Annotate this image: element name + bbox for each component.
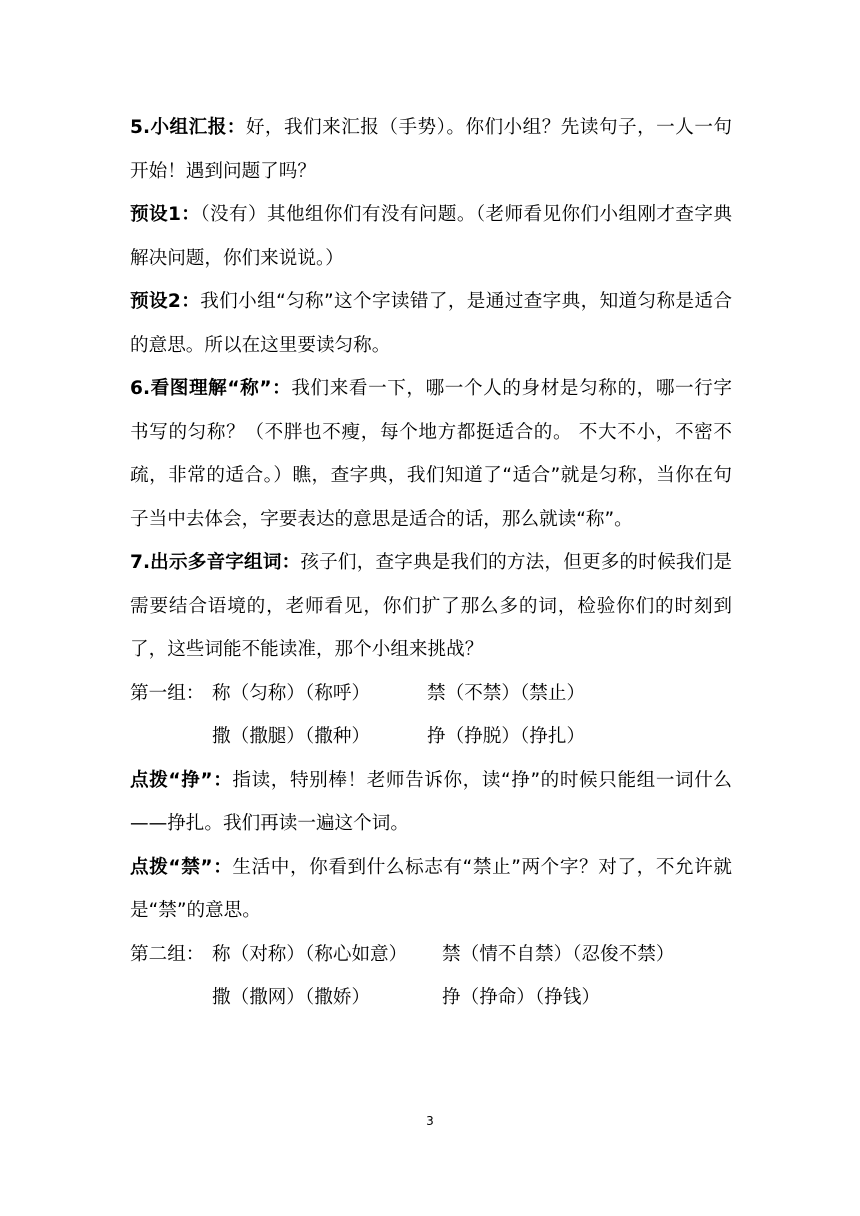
group-1-word-sa: 撒（撒腿）（撒种）	[212, 726, 371, 747]
group-2-word-jin: 禁（情不自禁）（忍俊不禁）	[442, 943, 675, 965]
group-2-word-sa: 撒（撒网）（撒娇）	[212, 987, 371, 1008]
tip-heading: 点拨“挣”：	[130, 769, 233, 791]
paragraph-heading: 6.看图理解“称”：	[130, 378, 292, 399]
paragraph-heading: 预设2：	[130, 291, 201, 312]
tip-text: 生活中，你看到什么标志有“禁止”两个字？对了，不允许就是“禁”的意思。	[130, 856, 732, 921]
paragraph-text: 我们来看一下，哪一个人的身材是匀称的，哪一行字书写的匀称？（不胖也不瘦，每个地方都挺适合的。 不大不小，不密不疏，非常的适合。）瞧，查字典，我们知道了“适合”就是匀称，当你在句子当中去体会，字要表达的意思是适合的话，那么就读“称”。	[130, 378, 732, 530]
group-1-label: 第一组：	[130, 682, 205, 704]
group-2-word-cheng: 称（对称）（称心如意）	[212, 943, 408, 965]
paragraph-text: （没有）其他组你们有没有问题。（老师看见你们小组刚才查字典解决问题，你们来说说。）	[130, 204, 732, 269]
paragraph-picture-understanding	[130, 367, 732, 541]
paragraph-group-report	[130, 106, 732, 193]
page-number: 3	[426, 1114, 434, 1128]
paragraph-polyphone-words	[130, 541, 732, 672]
group-1-indent	[130, 715, 212, 759]
paragraph-preset-1	[130, 193, 732, 280]
group-1-word-zheng: 挣（挣脱）（挣扎）	[427, 726, 586, 747]
tip-jin	[130, 846, 732, 933]
paragraph-text: 好，我们来汇报（手势）。你们小组？先读句子，一人一句开始！遇到问题了吗？	[130, 117, 732, 182]
group-1-word-cheng: 称（匀称）（称呼）	[212, 682, 371, 704]
paragraph-heading: 5.小组汇报：	[130, 117, 246, 138]
tip-zheng	[130, 759, 732, 846]
tip-text: 指读，特别棒！老师告诉你，读“挣”的时候只能组一词什么——挣扎。我们再读一遍这个词。	[130, 769, 732, 834]
group-2-row-1	[130, 933, 732, 977]
group-2-label: 第二组：	[130, 943, 205, 965]
group-1-row-1	[130, 672, 732, 716]
tip-heading: 点拨“禁”：	[130, 856, 233, 878]
paragraph-heading: 7.出示多音字组词：	[130, 552, 301, 573]
paragraph-text: 我们小组“匀称”这个字读错了，是通过查字典，知道匀称是适合的意思。所以在这里要读匀称。	[130, 291, 732, 356]
paragraph-heading: 预设1：	[130, 204, 201, 225]
group-2-word-zheng: 挣（挣命）（挣钱）	[442, 987, 601, 1008]
group-1-row-2	[130, 715, 732, 759]
paragraph-text: 孩子们，查字典是我们的方法，但更多的时候我们是需要结合语境的，老师看见，你们扩了那么多的词，检验你们的时刻到了，这些词能不能读准，那个小组来挑战？	[130, 552, 732, 660]
group-1-word-jin: 禁（不禁）（禁止）	[427, 682, 586, 704]
paragraph-preset-2	[130, 280, 732, 367]
group-2-indent	[130, 976, 212, 1020]
group-2-row-2	[130, 976, 732, 1020]
document-body	[130, 106, 732, 1020]
